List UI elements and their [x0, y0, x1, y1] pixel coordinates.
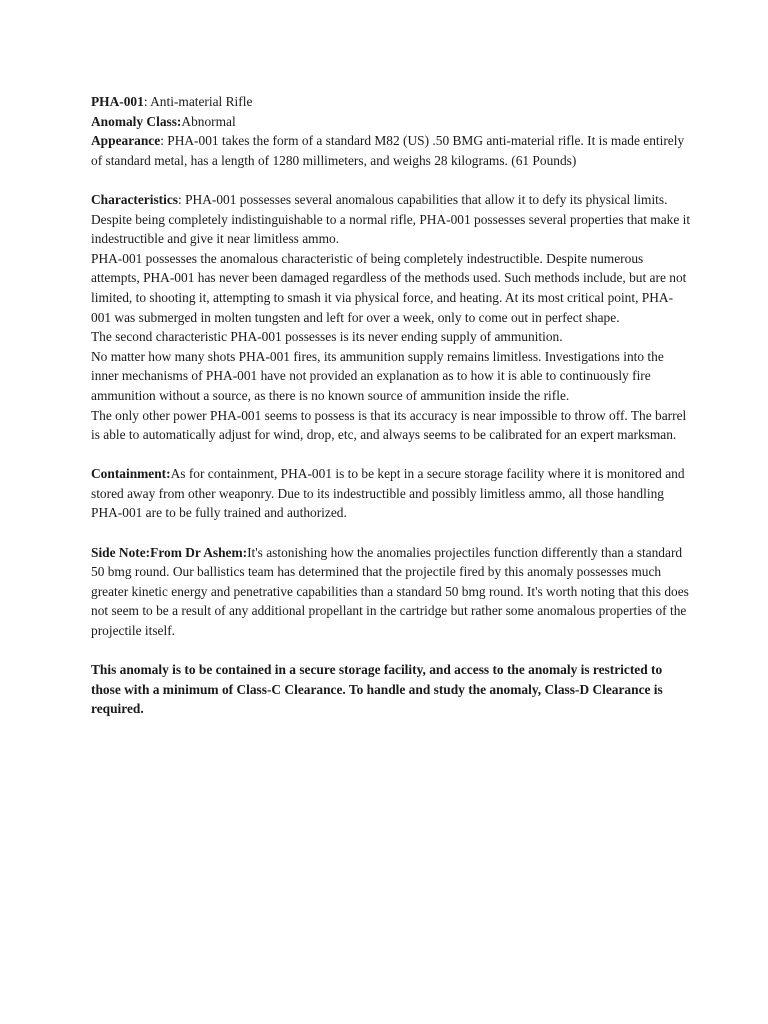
appearance-text: : PHA-001 takes the form of a standard M82 (US) .50 BMG anti-material rifle. It is made entirely of standard metal, has a length of 1280 millimeters, and weighs 28 kilograms. (61 Pounds)	[91, 133, 685, 168]
section-spacer	[91, 523, 691, 543]
side-note-text: It's astonishing how the anomalies projectiles function differently than a standard 50 bmg round. Our ballistics team has determined that the projectile fired by this anomaly possesses much greater kinetic energy and penetrative capabilities than a standard 50 bmg round. It's worth noting that this does not seem to be a result of any additional propellant in the cartridge but rather some anomalous properties of the projectile itself.	[91, 544, 689, 639]
characteristics-intro-text: : PHA-001 possesses several anomalous capabilities that allow it to defy its physical limits. Despite being completely indistinguishable to a normal rifle, PHA-001 possesses several properties that make it indestructible and give it near limitless ammo.	[91, 191, 691, 247]
side-note-paragraph	[91, 543, 691, 641]
section-spacer	[91, 445, 691, 465]
containment-label: Containment:	[91, 466, 171, 482]
clearance-notice: This anomaly is to be contained in a secure storage facility, and access to the anomaly is restricted to those with a minimum of Class-C Clearance. To handle and study the anomaly, Class-D Clearance is required.	[91, 662, 663, 717]
characteristics-paragraph-4: The only other power PHA-001 seems to possess is that its accuracy is near impossible to throw off. The barrel is able to automatically adjust for wind, drop, etc, and always seems to be calibrated for an expert marksman.	[91, 407, 687, 443]
containment-paragraph	[91, 464, 691, 523]
anomaly-class-line	[91, 112, 691, 132]
side-note-label: Side Note:From Dr Ashem:	[91, 544, 248, 560]
characteristics-intro	[91, 190, 691, 249]
section-spacer	[91, 641, 691, 661]
anomaly-class-label: Anomaly Class:	[91, 113, 182, 129]
characteristics-paragraph-1: PHA-001 possesses the anomalous characteristic of being completely indestructible. Despite numerous attempts, PHA-001 has never been damaged regardless of the methods used. Such methods include, but are not limited, to shooting it, attempting to smash it via physical force, and heating. At its most critical point, PHA-001 was submerged in molten tungsten and left for over a week, only to come out in perfect shape.	[91, 250, 687, 325]
appearance-label: Appearance	[91, 133, 161, 149]
item-title-line	[91, 92, 691, 112]
item-id-label: PHA-001	[91, 94, 144, 109]
characteristics-paragraph-3: No matter how many shots PHA-001 fires, its ammunition supply remains limitless. Investigations into the inner mechanisms of PHA-001 have not provided an explanation as to how it is able to continuously fire ammunition without a source, as there is no known source of ammunition inside the rifle.	[91, 348, 664, 403]
anomaly-class-value: Abnormal	[181, 113, 236, 129]
document-page	[91, 92, 691, 719]
item-name: : Anti-material Rifle	[143, 94, 253, 109]
appearance-paragraph	[91, 131, 691, 170]
characteristics-label: Characteristics	[91, 191, 179, 207]
characteristics-paragraph-2: The second characteristic PHA-001 possesses is its never ending supply of ammunition.	[91, 329, 563, 345]
containment-text: As for containment, PHA-001 is to be kept in a secure storage facility where it is monitored and stored away from other weaponry. Due to its indestructible and possibly limitless ammo, all those handling PHA-001 are to be fully trained and authorized.	[91, 466, 685, 521]
section-spacer	[91, 170, 691, 190]
